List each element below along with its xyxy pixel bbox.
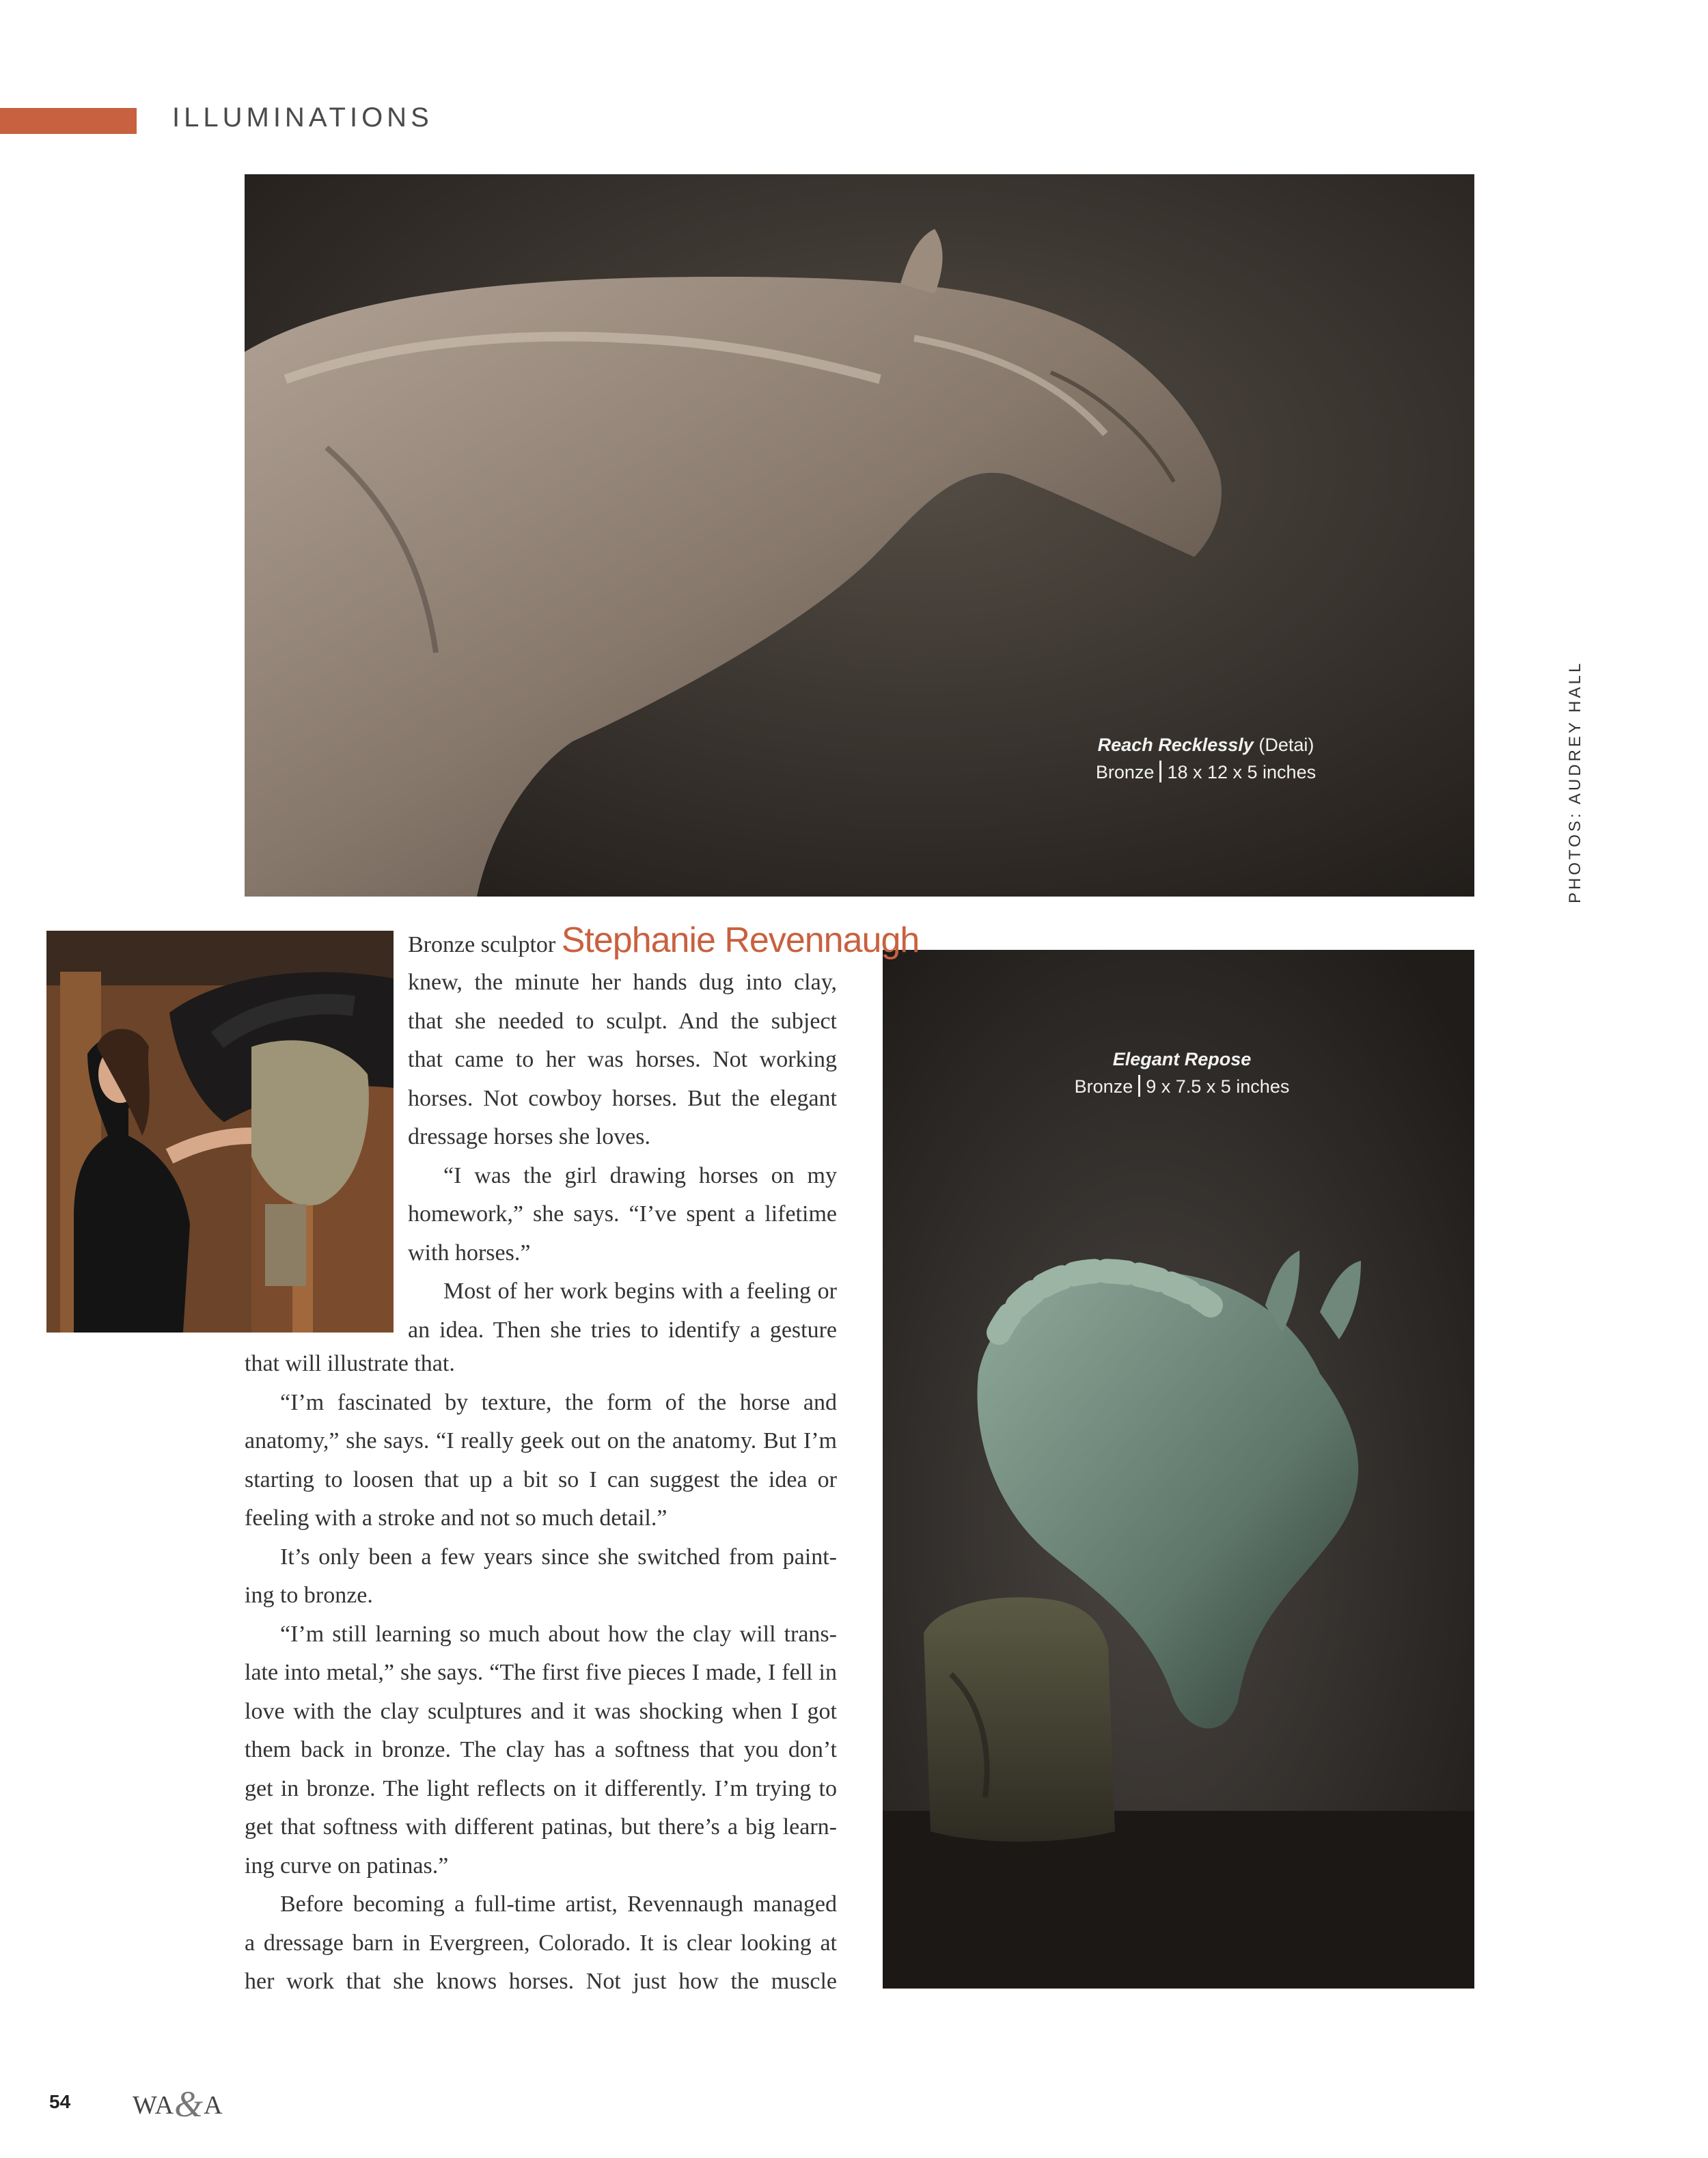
article-lead-line: [408, 920, 920, 964]
article-line: anatomy,” she says. “I really geek out on the anatomy. But I’m: [245, 1428, 837, 1453]
article-line: get in bronze. The light reflects on it differently. I’m trying to: [245, 1775, 837, 1801]
article-line: love with the clay sculptures and it was shocking when I got: [245, 1698, 837, 1724]
article-line: ing to bronze.: [245, 1583, 373, 1608]
article-line: late into metal,” she says. “The first five pieces I made, I fell in: [245, 1660, 837, 1685]
artwork-title-suffix: (Detai): [1258, 735, 1314, 755]
article-line: dressage horses she loves.: [408, 1124, 651, 1149]
article-line: It’s only been a few years since she switched from paint-: [280, 1544, 837, 1570]
elegant-repose-caption: [1025, 1046, 1339, 1100]
article-lead-in: Bronze sculptor: [408, 932, 556, 957]
article-line: an idea. Then she tries to identify a gesture: [408, 1317, 837, 1343]
article-line: Before becoming a full-time artist, Revennaugh managed: [280, 1891, 837, 1917]
article-line: that she needed to sculpt. And the subject: [408, 1008, 837, 1034]
article-line: horses. Not cowboy horses. But the elegant: [408, 1085, 837, 1111]
artwork-medium: Bronze: [1074, 1076, 1133, 1097]
artwork-title: Reach Recklessly: [1097, 735, 1254, 755]
caption-details-line: [1025, 1073, 1339, 1100]
article-line: knew, the minute her hands dug into clay,: [408, 970, 837, 995]
section-label: ILLUMINATIONS: [172, 103, 433, 133]
artwork-dimensions: 18 x 12 x 5 inches: [1167, 762, 1317, 782]
article-line: “I’m fascinated by texture, the form of the horse and: [280, 1389, 837, 1415]
artwork-medium: Bronze: [1095, 762, 1155, 782]
caption-details-line: [1066, 759, 1346, 786]
article-line: her work that she knows horses. Not just how the muscle: [245, 1969, 837, 1994]
artist-studio-photo: [46, 931, 394, 1333]
article-column-narrow: [408, 920, 920, 1350]
article-column-wide: [245, 1345, 837, 2002]
logo-left: WA: [133, 2091, 175, 2120]
magazine-logo: [133, 2083, 223, 2125]
logo-ampersand: &: [174, 2084, 204, 2125]
artist-name: Stephanie Revennaugh: [561, 920, 920, 960]
caption-divider: [1159, 761, 1161, 782]
article-line: get that softness with different patinas, but there’s a big learn-: [245, 1814, 837, 1840]
article-line: feeling with a stroke and not so much detail.”: [245, 1505, 667, 1531]
caption-divider: [1138, 1075, 1140, 1097]
reach-recklessly-caption: [1066, 731, 1346, 786]
section-accent-bar: [0, 108, 137, 134]
article-line: a dressage barn in Evergreen, Colorado. It is clear looking at: [245, 1930, 837, 1956]
article-line: homework,” she says. “I’ve spent a lifetime: [408, 1201, 837, 1227]
article-line: that came to her was horses. Not working: [408, 1047, 837, 1072]
article-line: “I was the girl drawing horses on my: [443, 1162, 837, 1188]
article-line: ing curve on patinas.”: [245, 1853, 449, 1879]
caption-title-line: [1066, 731, 1346, 759]
article-line: starting to loosen that up a bit so I can suggest the idea or: [245, 1466, 837, 1492]
article-line: that will illustrate that.: [245, 1351, 455, 1376]
article-line: “I’m still learning so much about how the clay will trans-: [280, 1621, 837, 1647]
artwork-title: Elegant Repose: [1112, 1049, 1252, 1069]
logo-right: A: [204, 2091, 223, 2120]
article-line: Most of her work begins with a feeling or: [443, 1279, 837, 1304]
reach-recklessly-photo: [245, 174, 1474, 897]
page-number: 54: [49, 2091, 71, 2112]
article-line: with horses.”: [408, 1240, 531, 1266]
photo-credit: PHOTOS: AUDREY HALL: [1566, 660, 1584, 903]
caption-title-line: [1025, 1046, 1339, 1073]
elegant-repose-photo: [883, 950, 1474, 1989]
artwork-dimensions: 9 x 7.5 x 5 inches: [1146, 1076, 1290, 1097]
article-line: them back in bronze. The clay has a softness that you don’t: [245, 1737, 837, 1762]
